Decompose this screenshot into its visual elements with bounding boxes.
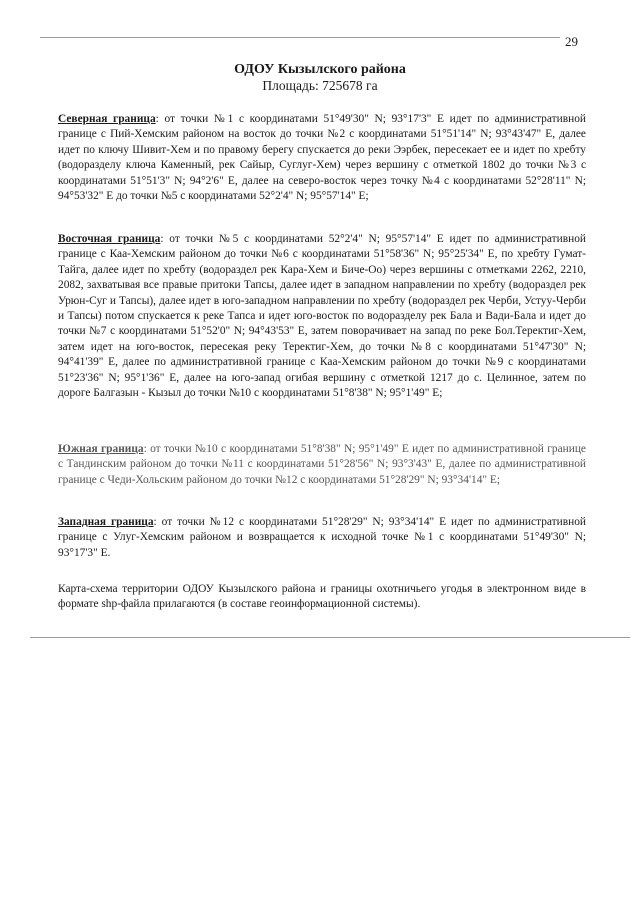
scan-line-top bbox=[40, 37, 560, 38]
south-border-heading: Южная граница bbox=[58, 443, 144, 455]
east-border-text: : от точки №5 с координатами 52°2'4" N; 95°57'14" E идет по административной границе с Каа-Хемским районом до точки №6 с координатами 51°58'36" N; 95°25'34" E, по хребту Гумат-Тайга, далее идет по хребту (водораздел рек Кара-Хем и Бичe-Оо) через вершины с отметками 2262, 2210, 2082, захватывая все правые притоки Тапсы, далее идет в западном направлении по хребту (водораздел рек Урюн-Суг и Тапсы), далее идет в юго-западном направлении по хребту (водораздел рек Черби, Устуу-Черби и Тапсы) потом спускается к реке Тапса и идет юго-восток по водоразделу рек Бала и Вади-Бала и идет до точки №7 с координатами 51°52'0" N; 94°43'53" E, затем поворачивает на запад по реке Бол.Теректиг-Хем, затем идет на юго-восток, пересекая реку Теректиг-Хем, до точки №8 с координатами 51°47'30" N; 94°41'39" E, далее по административной границе с Каа-Хемским районом до точки №9 с координатами 51°23'36" N; 95°1'36" E, далее на юго-запад огибая вершину с отметкой 1217 до с. Целинное, затем по дороге Балгазын - Кызыл до точки №10 с координатами 51°8'38" N; 95°1'49" E; bbox=[58, 233, 586, 400]
south-border-text: : от точки №10 с координатами 51°8'38" N; 95°1'49" E идет по административной границе с Тандинским районом до точки №11 с координатами 51°28'56" N; 93°3'43" E, далее по административной границе с Чеди-Хольским районом до точки №12 с координатами 51°28'29" N; 93°34'14" E; bbox=[58, 443, 586, 486]
north-border-text: : от точки №1 с координатами 51°49'30" N; 93°17'3" E идет по административной границе с Пий-Хемским районом на восток до точки №2 с координатами 51°51'14" N; 93°43'47" E, далее идет по ключу Шивит-Хем и по правому берегу спускается до реки Ээрбек, пересекает ее и идет по хребту (водоразделу ключа Каменный, рек Сайыр, Суглуг-Хем) через вершину с отметкой 1802 до точки №3 с координатами 51°51'3" N; 94°2'6" E, далее на северо-восток через точку №4 с координатами 52°28'11" N; 94°53'32" E до точки №5 с координатами 52°2'4" N; 95°57'14" E; bbox=[58, 113, 586, 203]
east-border-heading: Восточная граница bbox=[58, 233, 161, 245]
document-title: ОДОУ Кызылского района bbox=[234, 62, 406, 77]
scan-line-middle bbox=[30, 637, 630, 638]
west-border-heading: Западная граница bbox=[58, 516, 154, 528]
area-line: Площадь: 725678 га bbox=[262, 78, 378, 93]
south-border-section bbox=[58, 442, 586, 488]
north-border-section bbox=[58, 112, 586, 204]
page-number: 29 bbox=[565, 34, 578, 49]
map-scheme-note: Карта-схема территории ОДОУ Кызылского района и границы охотничьего угодья в электронном виде в формате shp-файла прилагаются (в составе геоинформационной системы). bbox=[58, 583, 586, 611]
north-border-heading: Северная граница bbox=[58, 113, 156, 125]
west-border-section bbox=[58, 515, 586, 561]
east-border-section bbox=[58, 232, 586, 401]
west-border-text: : от точки №12 с координатами 51°28'29" N; 93°34'14" E идет по административной границе с Улуг-Хемским районом и возвращается к исходной точке №1 с координатами 51°49'30" N; 93°17'3" E. bbox=[58, 516, 586, 559]
